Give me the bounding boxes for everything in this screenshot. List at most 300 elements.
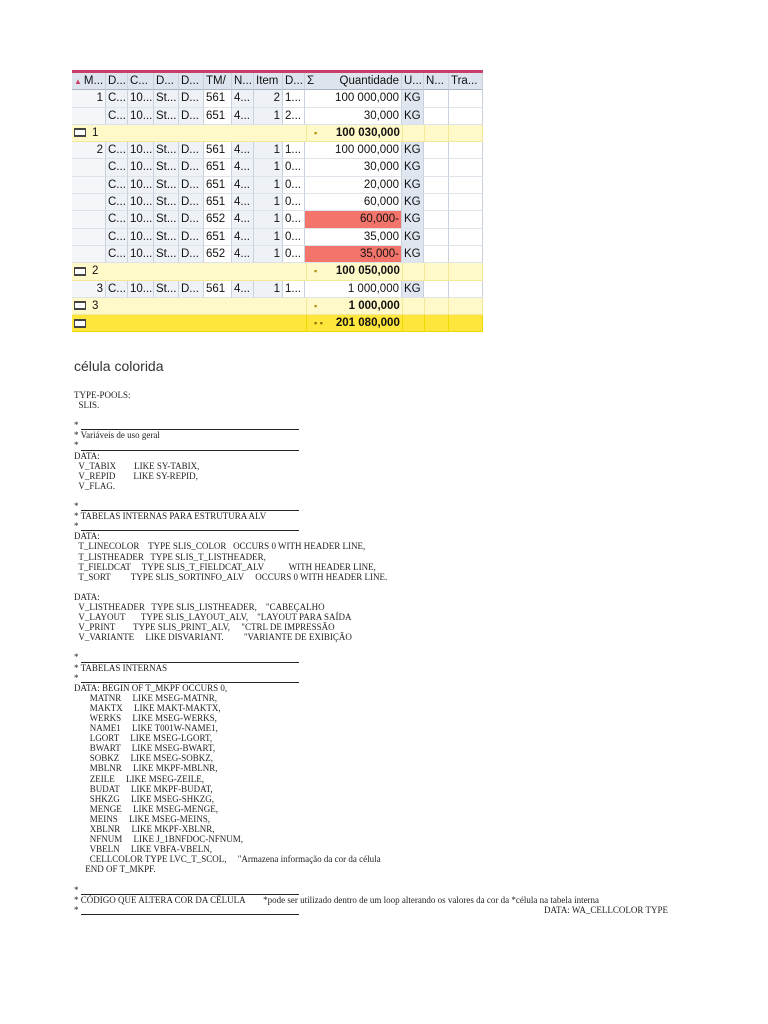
code-line [74, 844, 684, 854]
subtotal-row[interactable] [72, 298, 483, 315]
code-line [74, 663, 684, 673]
table-cell: 1 [254, 159, 283, 176]
code-text: * [74, 884, 79, 895]
code-line [74, 552, 684, 562]
code-line [74, 511, 684, 521]
column-header[interactable]: D... [283, 73, 305, 90]
table-cell: 2 [72, 142, 106, 159]
code-text: T_LINECOLOR TYPE SLIS_COLOR OCCURS 0 WITH HEADER LINE, [74, 541, 366, 552]
table-cell: C... [106, 159, 128, 176]
table-cell [72, 159, 106, 176]
table-cell: 0... [283, 194, 305, 211]
code-line [74, 521, 684, 531]
table-cell [424, 159, 449, 176]
table-row[interactable] [72, 281, 483, 298]
code-line [74, 673, 684, 683]
code-text: T_FIELDCAT TYPE SLIS_T_FIELDCAT_ALV WITH HEADER LINE, [74, 561, 376, 572]
code-text: * [74, 420, 79, 431]
table-cell [424, 108, 449, 125]
code-text: BWART LIKE MSEG-BWART, [74, 743, 216, 754]
code-text-right: DATA: WA_CELLCOLOR TYPE [544, 904, 668, 915]
total-marker-icon: ▪ [314, 300, 318, 311]
table-cell [449, 159, 483, 176]
code-line [74, 461, 684, 471]
code-text: * [74, 672, 79, 683]
table-cell [403, 315, 425, 332]
table-cell: 4... [232, 90, 254, 107]
column-header[interactable]: D... [179, 73, 204, 90]
code-text: MAKTX LIKE MAKT-MAKTX, [74, 702, 221, 713]
column-header[interactable]: C... [128, 73, 154, 90]
table-cell [424, 194, 449, 211]
table-cell: 4... [232, 211, 254, 228]
table-cell: 3 [72, 281, 106, 298]
table-cell: C... [106, 229, 128, 246]
table-cell: 651 [204, 159, 232, 176]
section-title: célula colorida [74, 358, 164, 374]
code-line [74, 430, 684, 440]
subtotal-value [307, 298, 403, 315]
table-cell: C... [106, 211, 128, 228]
table-cell: 1 [254, 229, 283, 246]
column-header[interactable]: D... [154, 73, 179, 90]
table-cell: 1 [254, 177, 283, 194]
code-line [74, 895, 684, 905]
table-cell: 10... [128, 159, 154, 176]
code-text: V_VARIANTE LIKE DISVARIANT. "VARIANTE DE EXIBIÇÃO [74, 632, 352, 643]
code-text: LGORT LIKE MSEG-LGORT, [74, 733, 213, 744]
code-line [74, 875, 684, 885]
code-line [74, 481, 684, 491]
table-cell [449, 177, 483, 194]
subtotal-label [72, 125, 307, 142]
table-cell: D... [179, 246, 204, 263]
table-cell: St... [154, 108, 179, 125]
code-text: T_SORT TYPE SLIS_SORTINFO_ALV OCCURS 0 WITH HEADER LINE. [74, 571, 388, 582]
subtotal-value [307, 125, 403, 142]
table-cell [72, 246, 106, 263]
table-cell: D... [179, 159, 204, 176]
code-line [74, 652, 684, 662]
code-text: * [74, 440, 79, 451]
table-cell: 651 [204, 177, 232, 194]
code-text: MEINS LIKE MSEG-MEINS, [74, 813, 210, 824]
table-cell [424, 246, 449, 263]
table-cell: KG [402, 281, 424, 298]
table-cell: 0... [283, 229, 305, 246]
table-cell: 10... [128, 211, 154, 228]
table-cell [449, 246, 483, 263]
table-cell [424, 281, 449, 298]
table-cell: KG [402, 194, 424, 211]
subtotal-amount: 100 050,000 [335, 265, 400, 278]
table-cell: C... [106, 108, 128, 125]
code-text: XBLNR LIKE MKPF-XBLNR, [74, 824, 215, 835]
quantity-cell: 60,000 [305, 194, 402, 211]
table-cell: 561 [204, 281, 232, 298]
table-cell: St... [154, 90, 179, 107]
code-text: VBELN LIKE VBFA-VBELN, [74, 844, 212, 855]
table-row[interactable] [72, 211, 483, 228]
table-cell: KG [402, 108, 424, 125]
code-text: * [74, 521, 79, 532]
code-line [74, 743, 684, 753]
code-line [74, 713, 684, 723]
code-text: V_LAYOUT TYPE SLIS_LAYOUT_ALV, "LAYOUT PARA SAÍDA [74, 612, 352, 623]
code-text: MATNR LIKE MSEG-MATNR, [74, 692, 218, 703]
table-cell [449, 194, 483, 211]
code-text: V_PRINT TYPE SLIS_PRINT_ALV, "CTRL DE IMPRESSÃO [74, 622, 335, 633]
comment-rule-line [81, 914, 299, 915]
code-line [74, 632, 684, 642]
code-line [74, 451, 684, 461]
code-line [74, 733, 684, 743]
table-cell: D... [179, 194, 204, 211]
code-text: CELLCOLOR TYPE LVC_T_SCOL, "Armazena informação da cor da célula [74, 854, 381, 865]
table-cell: 10... [128, 194, 154, 211]
table-cell: C... [106, 194, 128, 211]
table-cell [449, 125, 483, 142]
code-line [74, 854, 684, 864]
code-text: SOBKZ LIKE MSEG-SOBKZ, [74, 753, 214, 764]
code-text: SLIS. [74, 400, 100, 411]
subtotal-group: 2 [92, 265, 99, 278]
subtotal-row[interactable] [72, 263, 483, 280]
table-cell [425, 263, 450, 280]
table-cell: 1... [283, 90, 305, 107]
table-cell: St... [154, 229, 179, 246]
table-cell [424, 177, 449, 194]
table-cell: D... [179, 211, 204, 228]
code-line [74, 824, 684, 834]
code-line [74, 602, 684, 612]
table-cell: St... [154, 142, 179, 159]
code-line [74, 612, 684, 622]
table-cell [449, 263, 483, 280]
table-cell [424, 90, 449, 107]
subtotal-amount: 201 080,000 [335, 317, 400, 330]
table-cell: 4... [232, 194, 254, 211]
table-cell: 1 [72, 90, 106, 107]
table-cell: KG [402, 229, 424, 246]
table-cell: 652 [204, 211, 232, 228]
code-text: T_LISTHEADER TYPE SLIS_T_LISTHEADER, [74, 551, 266, 562]
code-line [74, 794, 684, 804]
subtotal-value [307, 315, 403, 332]
code-line [74, 834, 684, 844]
table-cell: 4... [232, 229, 254, 246]
table-cell: 4... [232, 159, 254, 176]
table-cell: St... [154, 159, 179, 176]
table-cell: 2 [254, 90, 283, 107]
abap-code-block [74, 390, 684, 915]
table-cell: 2... [283, 108, 305, 125]
table-row[interactable] [72, 90, 483, 107]
total-marker-icon: ▪ [314, 127, 318, 138]
table-cell: 1 [254, 246, 283, 263]
code-line [74, 864, 684, 874]
code-text: DATA: [74, 591, 100, 602]
table-cell: 1 [254, 142, 283, 159]
table-cell: C... [106, 177, 128, 194]
table-cell [449, 211, 483, 228]
code-line [74, 420, 684, 430]
code-text: MBLNR LIKE MKPF-MBLNR, [74, 763, 218, 774]
column-header-label: M... [83, 75, 104, 87]
table-cell: 10... [128, 246, 154, 263]
code-line [74, 572, 684, 582]
table-cell [403, 298, 425, 315]
code-line [74, 804, 684, 814]
code-text: * [74, 501, 79, 512]
table-cell: 4... [232, 246, 254, 263]
table-cell [403, 125, 425, 142]
table-cell [449, 108, 483, 125]
table-cell: St... [154, 177, 179, 194]
table-cell [449, 281, 483, 298]
column-header[interactable]: Item [254, 73, 283, 90]
quantity-cell: 100 000,000 [305, 90, 402, 107]
code-line [74, 491, 684, 501]
code-text: BUDAT LIKE MKPF-BUDAT, [74, 783, 213, 794]
code-line [74, 683, 684, 693]
table-cell: 10... [128, 108, 154, 125]
table-cell [72, 229, 106, 246]
table-cell: 651 [204, 108, 232, 125]
quantity-cell: 60,000- [305, 211, 402, 228]
table-cell: D... [179, 177, 204, 194]
code-line [74, 400, 684, 410]
code-line [74, 622, 684, 632]
code-line [74, 541, 684, 551]
table-cell: 0... [283, 211, 305, 228]
table-cell: D... [179, 108, 204, 125]
table-cell: C... [106, 142, 128, 159]
code-text: DATA: BEGIN OF T_MKPF OCCURS 0, [74, 682, 228, 693]
table-row[interactable] [72, 194, 483, 211]
total-marker-icon: ▪ ▪ [314, 318, 323, 329]
column-header[interactable]: N... [232, 73, 254, 90]
table-cell: St... [154, 281, 179, 298]
grid-header-row [72, 73, 483, 90]
code-text: * CÓDIGO QUE ALTERA COR DA CÉLULA *pode ser utilizado dentro de um loop alterando os valores da cor da *célula na tabela interna [74, 894, 600, 905]
table-cell: C... [106, 90, 128, 107]
quantity-cell: 100 000,000 [305, 142, 402, 159]
table-cell [72, 108, 106, 125]
code-text: DATA: [74, 450, 100, 461]
table-row[interactable] [72, 108, 483, 125]
subtotal-label [72, 298, 307, 315]
code-text: V_LISTHEADER TYPE SLIS_LISTHEADER, "CABEÇALHO [74, 601, 325, 612]
code-line [74, 774, 684, 784]
code-text: SHKZG LIKE MSEG-SHKZG, [74, 793, 214, 804]
total-marker-icon: ▪ [314, 266, 318, 277]
sort-arrow-icon: ▲ [74, 77, 82, 86]
subtotal-icon [74, 128, 86, 137]
column-header[interactable] [305, 73, 402, 90]
code-text: END OF T_MKPF. [74, 864, 156, 875]
table-cell: 561 [204, 142, 232, 159]
table-cell: 4... [232, 177, 254, 194]
table-cell: KG [402, 142, 424, 159]
code-text: ZEILE LIKE MSEG-ZEILE, [74, 773, 204, 784]
table-cell: D... [179, 281, 204, 298]
subtotal-row[interactable] [72, 125, 483, 142]
table-cell: D... [179, 90, 204, 107]
column-header[interactable]: TM/ [204, 73, 232, 90]
table-cell: 1 [254, 108, 283, 125]
table-cell [425, 298, 450, 315]
code-text: DATA: [74, 531, 100, 542]
code-text: * TABELAS INTERNAS [74, 662, 168, 673]
table-row[interactable] [72, 159, 483, 176]
table-cell: KG [402, 159, 424, 176]
table-cell [72, 194, 106, 211]
subtotal-icon [74, 301, 86, 310]
code-text: V_FLAG. [74, 480, 116, 491]
table-cell: 10... [128, 281, 154, 298]
subtotal-amount: 1 000,000 [348, 299, 400, 312]
code-line [74, 410, 684, 420]
table-cell [449, 142, 483, 159]
code-text: * TABELAS INTERNAS PARA ESTRUTURA ALV [74, 511, 267, 522]
table-cell [424, 211, 449, 228]
subtotal-group: 3 [92, 299, 99, 312]
subtotal-icon [74, 267, 86, 276]
table-cell [424, 229, 449, 246]
code-line [74, 905, 684, 915]
code-text: TYPE-POOLS: [74, 390, 131, 400]
table-cell: 1... [283, 281, 305, 298]
subtotal-label [72, 315, 307, 332]
table-cell: 651 [204, 194, 232, 211]
table-cell: KG [402, 211, 424, 228]
table-cell [449, 315, 483, 332]
code-line [74, 390, 684, 400]
subtotal-amount: 100 030,000 [335, 126, 400, 139]
table-cell: 0... [283, 177, 305, 194]
quantity-cell: 35,000- [305, 246, 402, 263]
subtotal-label [72, 263, 307, 280]
code-text: WERKS LIKE MSEG-WERKS, [74, 713, 217, 723]
grand-total-row[interactable] [72, 315, 483, 332]
code-line [74, 501, 684, 511]
column-header[interactable]: D... [106, 73, 128, 90]
table-cell: 651 [204, 229, 232, 246]
table-cell: 1... [283, 142, 305, 159]
quantity-cell: 1 000,000 [305, 281, 402, 298]
code-line [74, 723, 684, 733]
quantity-cell: 20,000 [305, 177, 402, 194]
subtotal-value [307, 263, 403, 280]
table-cell: 4... [232, 281, 254, 298]
code-line [74, 471, 684, 481]
code-text: NFNUM LIKE J_1BNFDOC-NFNUM, [74, 834, 244, 845]
table-cell: St... [154, 194, 179, 211]
table-row[interactable] [72, 177, 483, 194]
table-cell [449, 229, 483, 246]
column-header[interactable]: N... [424, 73, 449, 90]
code-line [74, 592, 684, 602]
table-cell: 4... [232, 108, 254, 125]
code-text: * Variáveis de uso geral [74, 430, 160, 441]
alv-grid [72, 70, 483, 332]
quantity-cell: 35,000 [305, 229, 402, 246]
code-line [74, 693, 684, 703]
table-cell: 10... [128, 90, 154, 107]
table-cell: C... [106, 246, 128, 263]
code-text: MENGE LIKE MSEG-MENGE, [74, 803, 218, 814]
code-line [74, 531, 684, 541]
code-text: * [74, 904, 79, 915]
table-cell: 0... [283, 159, 305, 176]
table-cell: 0... [283, 246, 305, 263]
table-row[interactable] [72, 229, 483, 246]
table-cell [449, 298, 483, 315]
subtotal-icon [74, 319, 86, 328]
code-line [74, 885, 684, 895]
table-row[interactable] [72, 142, 483, 159]
code-line [74, 562, 684, 572]
table-cell: KG [402, 246, 424, 263]
sum-symbol: Σ [307, 75, 315, 87]
table-cell: KG [402, 90, 424, 107]
code-line [74, 814, 684, 824]
column-header[interactable] [72, 73, 106, 90]
table-cell: St... [154, 211, 179, 228]
code-line [74, 703, 684, 713]
code-line [74, 582, 684, 592]
table-cell [72, 177, 106, 194]
table-cell: 1 [254, 211, 283, 228]
table-cell: 10... [128, 142, 154, 159]
subtotal-group: 1 [92, 126, 99, 139]
column-header[interactable]: U... [402, 73, 424, 90]
table-cell: KG [402, 177, 424, 194]
code-line [74, 784, 684, 794]
table-cell: D... [179, 142, 204, 159]
table-cell: 561 [204, 90, 232, 107]
code-text: V_REPID LIKE SY-REPID, [74, 470, 198, 481]
column-header-label: Quantidade [339, 75, 399, 87]
table-cell: 1 [254, 194, 283, 211]
table-cell [425, 125, 450, 142]
table-cell [425, 315, 450, 332]
table-cell: 10... [128, 177, 154, 194]
code-line [74, 763, 684, 773]
code-text: V_TABIX LIKE SY-TABIX, [74, 460, 200, 471]
code-text: * [74, 652, 79, 663]
table-cell: 10... [128, 229, 154, 246]
code-text: NAME1 LIKE T001W-NAME1, [74, 723, 218, 734]
table-cell [403, 263, 425, 280]
table-cell: C... [106, 281, 128, 298]
table-cell: St... [154, 246, 179, 263]
table-cell: D... [179, 229, 204, 246]
table-cell: 1 [254, 281, 283, 298]
table-cell [449, 90, 483, 107]
table-cell: 652 [204, 246, 232, 263]
column-header[interactable]: Tra... [449, 73, 483, 90]
code-line [74, 440, 684, 450]
quantity-cell: 30,000 [305, 108, 402, 125]
quantity-cell: 30,000 [305, 159, 402, 176]
table-cell [72, 211, 106, 228]
table-cell: 4... [232, 142, 254, 159]
code-line [74, 753, 684, 763]
table-cell [424, 142, 449, 159]
table-row[interactable] [72, 246, 483, 263]
